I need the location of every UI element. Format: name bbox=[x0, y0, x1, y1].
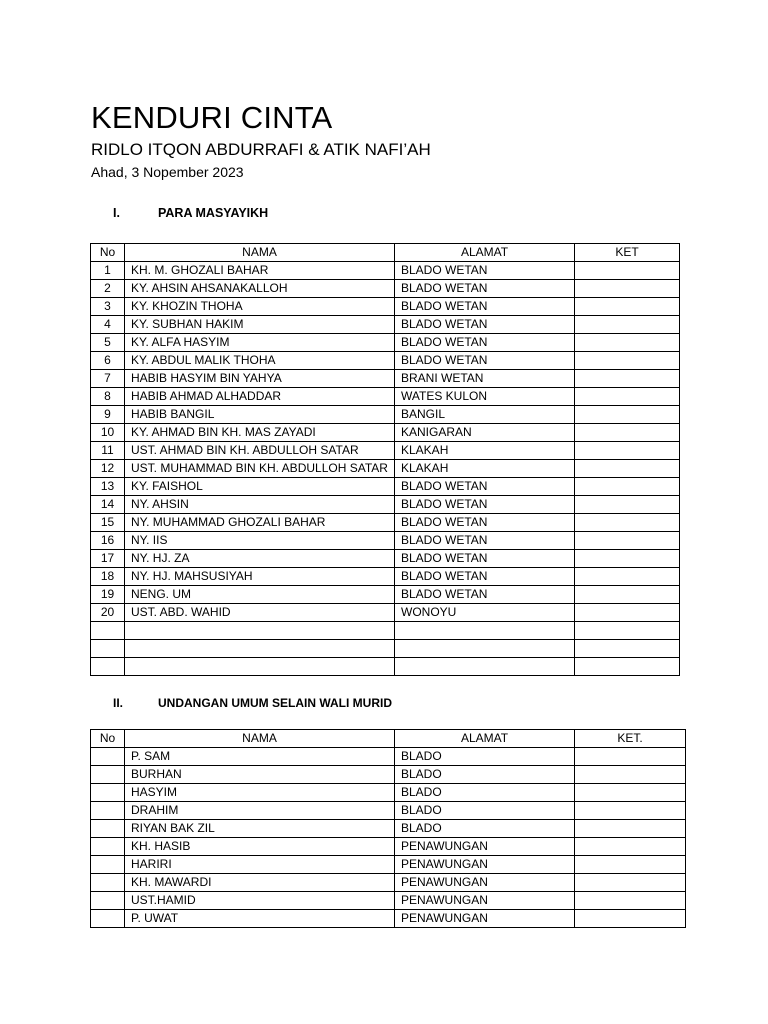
ket-cell bbox=[575, 604, 680, 622]
undangan-table bbox=[90, 729, 686, 928]
alamat-cell: BLADO WETAN bbox=[395, 262, 575, 280]
nama-cell: NY. MUHAMMAD GHOZALI BAHAR bbox=[125, 514, 395, 532]
no-cell: 13 bbox=[91, 478, 125, 496]
ket-cell bbox=[575, 892, 686, 910]
nama-cell: KH. M. GHOZALI BAHAR bbox=[125, 262, 395, 280]
no-cell bbox=[91, 838, 125, 856]
table-row bbox=[91, 460, 680, 478]
ket-cell bbox=[575, 442, 680, 460]
table-row bbox=[91, 478, 680, 496]
alamat-cell: BLADO WETAN bbox=[395, 478, 575, 496]
table-row bbox=[91, 262, 680, 280]
ket-cell bbox=[575, 856, 686, 874]
no-cell: 18 bbox=[91, 568, 125, 586]
alamat-cell: KLAKAH bbox=[395, 442, 575, 460]
table-row bbox=[91, 352, 680, 370]
ket-cell bbox=[575, 280, 680, 298]
no-cell: 6 bbox=[91, 352, 125, 370]
alamat-cell: BLADO WETAN bbox=[395, 496, 575, 514]
header-alamat: ALAMAT bbox=[395, 730, 575, 748]
header-ket: KET bbox=[575, 244, 680, 262]
table-row bbox=[91, 892, 686, 910]
masyayikh-table-body bbox=[91, 262, 680, 676]
section-title: UNDANGAN UMUM SELAIN WALI MURID bbox=[158, 696, 392, 710]
nama-cell: KH. HASIB bbox=[125, 838, 395, 856]
alamat-cell: BLADO WETAN bbox=[395, 334, 575, 352]
table-row bbox=[91, 406, 680, 424]
no-cell: 12 bbox=[91, 460, 125, 478]
no-cell bbox=[91, 910, 125, 928]
table-row bbox=[91, 442, 680, 460]
header-no: No bbox=[91, 730, 125, 748]
table-row bbox=[91, 838, 686, 856]
nama-cell: UST.HAMID bbox=[125, 892, 395, 910]
alamat-cell: BLADO WETAN bbox=[395, 352, 575, 370]
alamat-cell: BRANI WETAN bbox=[395, 370, 575, 388]
no-cell bbox=[91, 820, 125, 838]
nama-cell: DRAHIM bbox=[125, 802, 395, 820]
nama-cell: UST. ABD. WAHID bbox=[125, 604, 395, 622]
section-number: II. bbox=[113, 696, 124, 710]
nama-cell: HABIB HASYIM BIN YAHYA bbox=[125, 370, 395, 388]
header-no: No bbox=[91, 244, 125, 262]
ket-cell bbox=[575, 352, 680, 370]
table-row bbox=[91, 748, 686, 766]
ket-cell bbox=[575, 388, 680, 406]
table-row bbox=[91, 388, 680, 406]
ket-cell bbox=[575, 910, 686, 928]
ket-cell bbox=[575, 424, 680, 442]
alamat-cell: BLADO WETAN bbox=[395, 316, 575, 334]
nama-cell: NENG. UM bbox=[125, 586, 395, 604]
no-cell: 11 bbox=[91, 442, 125, 460]
no-cell: 15 bbox=[91, 514, 125, 532]
header-ket: KET. bbox=[575, 730, 686, 748]
nama-cell: NY. AHSIN bbox=[125, 496, 395, 514]
no-cell: 17 bbox=[91, 550, 125, 568]
nama-cell: KY. ABDUL MALIK THOHA bbox=[125, 352, 395, 370]
no-cell bbox=[91, 856, 125, 874]
no-cell bbox=[91, 874, 125, 892]
table-row bbox=[91, 802, 686, 820]
nama-cell: KH. MAWARDI bbox=[125, 874, 395, 892]
nama-cell bbox=[125, 622, 395, 640]
section-number: I. bbox=[113, 206, 120, 220]
nama-cell: RIYAN BAK ZIL bbox=[125, 820, 395, 838]
no-cell bbox=[91, 784, 125, 802]
ket-cell bbox=[575, 514, 680, 532]
table-row bbox=[91, 658, 680, 676]
alamat-cell: BLADO bbox=[395, 766, 575, 784]
nama-cell: KY. SUBHAN HAKIM bbox=[125, 316, 395, 334]
no-cell: 2 bbox=[91, 280, 125, 298]
nama-cell: BURHAN bbox=[125, 766, 395, 784]
ket-cell bbox=[575, 478, 680, 496]
alamat-cell: BLADO bbox=[395, 820, 575, 838]
masyayikh-table bbox=[90, 243, 680, 676]
alamat-cell: KLAKAH bbox=[395, 460, 575, 478]
ket-cell bbox=[575, 568, 680, 586]
ket-cell bbox=[575, 766, 686, 784]
alamat-cell: BANGIL bbox=[395, 406, 575, 424]
no-cell bbox=[91, 640, 125, 658]
ket-cell bbox=[575, 622, 680, 640]
ket-cell bbox=[575, 334, 680, 352]
table-row bbox=[91, 532, 680, 550]
alamat-cell: BLADO WETAN bbox=[395, 568, 575, 586]
nama-cell: HARIRI bbox=[125, 856, 395, 874]
section-heading-undangan bbox=[113, 694, 392, 712]
nama-cell: NY. IIS bbox=[125, 532, 395, 550]
table-row bbox=[91, 550, 680, 568]
no-cell bbox=[91, 658, 125, 676]
alamat-cell: BLADO bbox=[395, 748, 575, 766]
table-row bbox=[91, 874, 686, 892]
alamat-cell: BLADO WETAN bbox=[395, 586, 575, 604]
no-cell: 16 bbox=[91, 532, 125, 550]
ket-cell bbox=[575, 316, 680, 334]
undangan-table-body bbox=[91, 748, 686, 928]
alamat-cell: KANIGARAN bbox=[395, 424, 575, 442]
nama-cell bbox=[125, 658, 395, 676]
alamat-cell: BLADO WETAN bbox=[395, 514, 575, 532]
table-row bbox=[91, 370, 680, 388]
no-cell bbox=[91, 748, 125, 766]
alamat-cell: BLADO WETAN bbox=[395, 280, 575, 298]
nama-cell: KY. AHSIN AHSANAKALLOH bbox=[125, 280, 395, 298]
table-row bbox=[91, 424, 680, 442]
alamat-cell: BLADO bbox=[395, 802, 575, 820]
ket-cell bbox=[575, 838, 686, 856]
ket-cell bbox=[575, 802, 686, 820]
table-row bbox=[91, 766, 686, 784]
ket-cell bbox=[575, 496, 680, 514]
nama-cell: KY. AHMAD BIN KH. MAS ZAYADI bbox=[125, 424, 395, 442]
nama-cell: HASYIM bbox=[125, 784, 395, 802]
ket-cell bbox=[575, 298, 680, 316]
no-cell bbox=[91, 622, 125, 640]
table-row bbox=[91, 622, 680, 640]
no-cell: 8 bbox=[91, 388, 125, 406]
ket-cell bbox=[575, 820, 686, 838]
table-row bbox=[91, 496, 680, 514]
header-nama: NAMA bbox=[125, 730, 395, 748]
ket-cell bbox=[575, 532, 680, 550]
ket-cell bbox=[575, 658, 680, 676]
document-subtitle: RIDLO ITQON ABDURRAFI & ATIK NAFI’AH bbox=[91, 140, 431, 159]
section-heading-masyayikh bbox=[113, 204, 268, 222]
no-cell: 1 bbox=[91, 262, 125, 280]
ket-cell bbox=[575, 262, 680, 280]
nama-cell: UST. MUHAMMAD BIN KH. ABDULLOH SATAR bbox=[125, 460, 395, 478]
alamat-cell: PENAWUNGAN bbox=[395, 856, 575, 874]
table-row bbox=[91, 334, 680, 352]
table-row bbox=[91, 604, 680, 622]
table-row bbox=[91, 514, 680, 532]
document-title: KENDURI CINTA bbox=[91, 100, 333, 135]
ket-cell bbox=[575, 748, 686, 766]
no-cell bbox=[91, 892, 125, 910]
table-row bbox=[91, 856, 686, 874]
event-date: Ahad, 3 Nopember 2023 bbox=[91, 164, 244, 180]
alamat-cell: BLADO bbox=[395, 784, 575, 802]
no-cell: 19 bbox=[91, 586, 125, 604]
ket-cell bbox=[575, 586, 680, 604]
nama-cell: NY. HJ. MAHSUSIYAH bbox=[125, 568, 395, 586]
no-cell: 3 bbox=[91, 298, 125, 316]
alamat-cell bbox=[395, 622, 575, 640]
no-cell: 10 bbox=[91, 424, 125, 442]
alamat-cell: BLADO WETAN bbox=[395, 298, 575, 316]
ket-cell bbox=[575, 784, 686, 802]
ket-cell bbox=[575, 406, 680, 424]
nama-cell: KY. FAISHOL bbox=[125, 478, 395, 496]
no-cell: 14 bbox=[91, 496, 125, 514]
nama-cell bbox=[125, 640, 395, 658]
no-cell: 20 bbox=[91, 604, 125, 622]
table-row bbox=[91, 586, 680, 604]
no-cell: 5 bbox=[91, 334, 125, 352]
alamat-cell: PENAWUNGAN bbox=[395, 892, 575, 910]
alamat-cell: PENAWUNGAN bbox=[395, 910, 575, 928]
no-cell: 4 bbox=[91, 316, 125, 334]
table-row bbox=[91, 280, 680, 298]
alamat-cell: BLADO WETAN bbox=[395, 550, 575, 568]
table-row bbox=[91, 820, 686, 838]
nama-cell: KY. KHOZIN THOHA bbox=[125, 298, 395, 316]
nama-cell: HABIB AHMAD ALHADDAR bbox=[125, 388, 395, 406]
alamat-cell: BLADO WETAN bbox=[395, 532, 575, 550]
no-cell: 9 bbox=[91, 406, 125, 424]
nama-cell: KY. ALFA HASYIM bbox=[125, 334, 395, 352]
section-title: PARA MASYAYIKH bbox=[158, 206, 269, 220]
alamat-cell: PENAWUNGAN bbox=[395, 874, 575, 892]
header-alamat: ALAMAT bbox=[395, 244, 575, 262]
nama-cell: HABIB BANGIL bbox=[125, 406, 395, 424]
table-header-row bbox=[91, 730, 686, 748]
ket-cell bbox=[575, 874, 686, 892]
alamat-cell: WONOYU bbox=[395, 604, 575, 622]
alamat-cell: WATES KULON bbox=[395, 388, 575, 406]
table-row bbox=[91, 784, 686, 802]
no-cell: 7 bbox=[91, 370, 125, 388]
no-cell bbox=[91, 766, 125, 784]
ket-cell bbox=[575, 460, 680, 478]
table-row bbox=[91, 298, 680, 316]
nama-cell: P. SAM bbox=[125, 748, 395, 766]
ket-cell bbox=[575, 640, 680, 658]
header-nama: NAMA bbox=[125, 244, 395, 262]
table-row bbox=[91, 640, 680, 658]
nama-cell: UST. AHMAD BIN KH. ABDULLOH SATAR bbox=[125, 442, 395, 460]
ket-cell bbox=[575, 370, 680, 388]
table-row bbox=[91, 316, 680, 334]
alamat-cell bbox=[395, 640, 575, 658]
table-row bbox=[91, 568, 680, 586]
alamat-cell: PENAWUNGAN bbox=[395, 838, 575, 856]
ket-cell bbox=[575, 550, 680, 568]
alamat-cell bbox=[395, 658, 575, 676]
table-header-row bbox=[91, 244, 680, 262]
nama-cell: NY. HJ. ZA bbox=[125, 550, 395, 568]
nama-cell: P. UWAT bbox=[125, 910, 395, 928]
no-cell bbox=[91, 802, 125, 820]
table-row bbox=[91, 910, 686, 928]
